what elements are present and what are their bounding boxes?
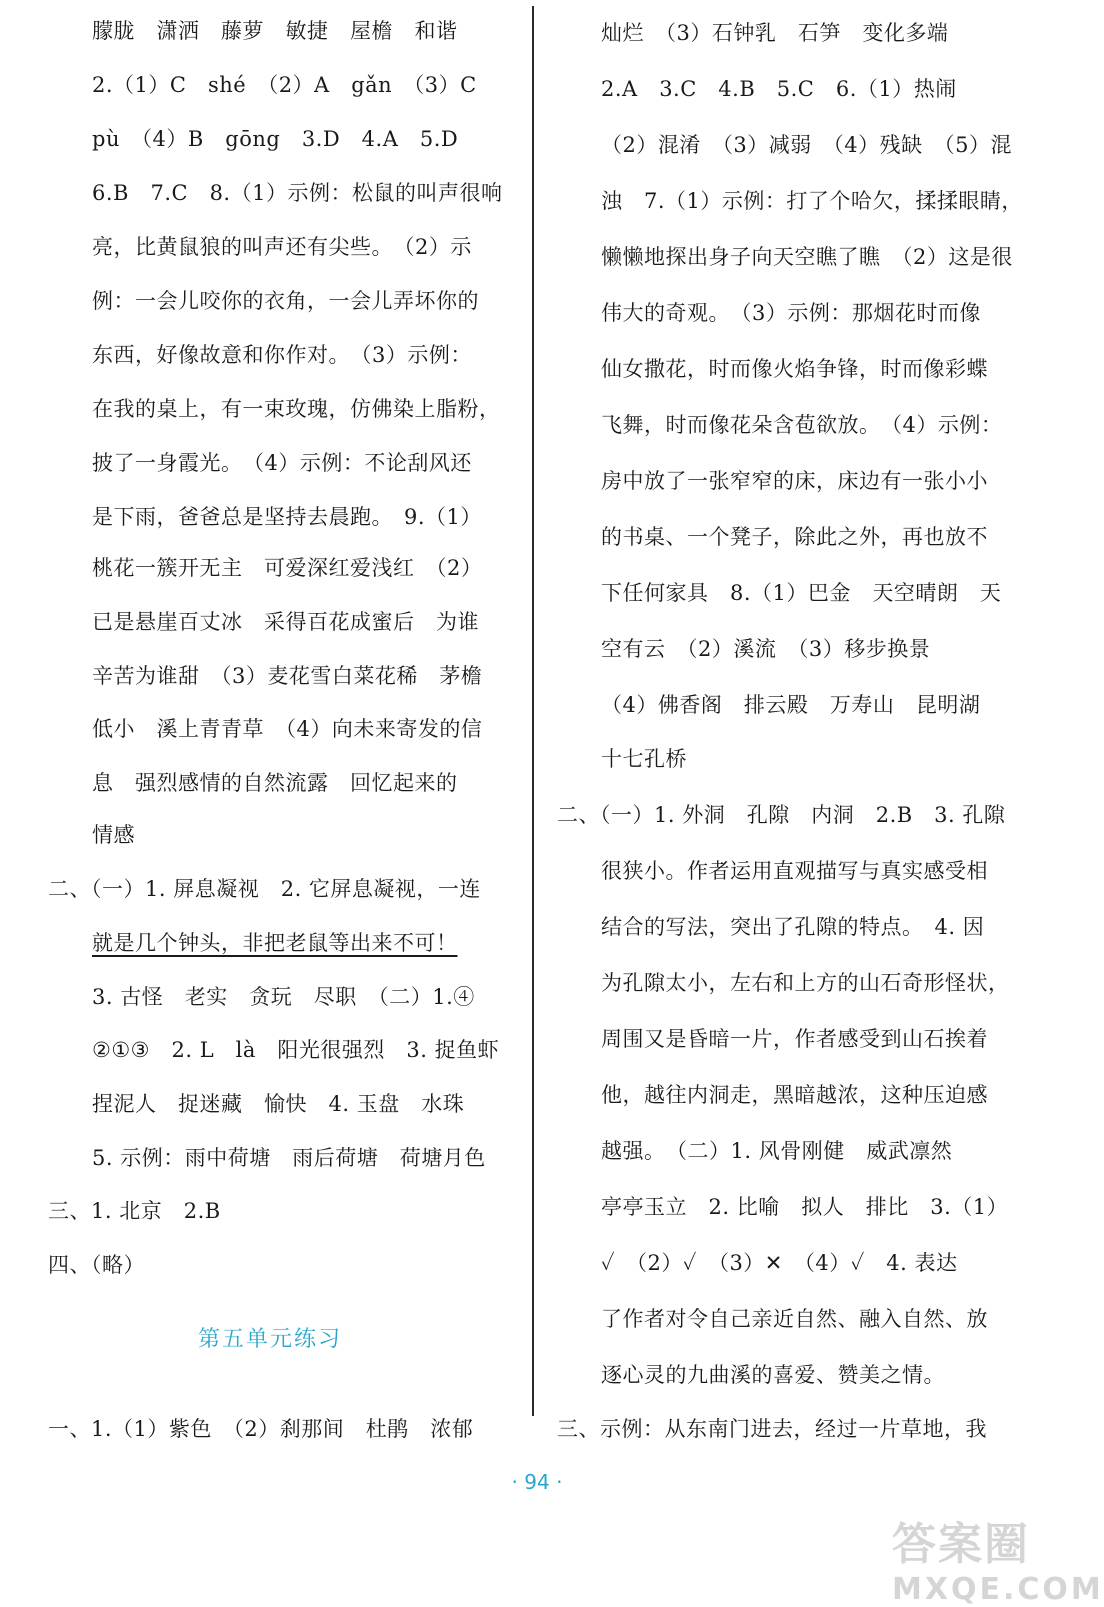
page-number: · 94 · (511, 1470, 563, 1494)
text-line: 在我的桌上，有一束玫瑰，仿佛染上脂粉， (92, 397, 501, 421)
section-title: 第五单元练习 (197, 1327, 342, 1352)
text-line: 桃花一簇开无主 可爱深红爱浅红 （2） (92, 556, 483, 580)
text-line: 例：一会儿咬你的衣角，一会儿弄坏你的 (92, 289, 479, 313)
text-line: 2.A 3.C 4.B 5.C 6.（1）热闹 (601, 77, 957, 101)
text-line: 一、1.（1）紫色 （2）刹那间 杜鹃 浓郁 (48, 1417, 474, 1441)
column-divider (532, 6, 534, 1416)
text-line: 已是悬崖百丈冰 采得百花成蜜后 为谁 (92, 610, 479, 634)
text-line: 结合的写法，突出了孔隙的特点。 4. 因 (601, 915, 985, 939)
text-line: 伟大的奇观。 （3）示例：那烟花时而像 (601, 301, 981, 325)
text-line: 灿烂 （3）石钟乳 石笋 变化多端 (601, 21, 949, 45)
text-line: 二、（一）1. 屏息凝视 2. 它屏息凝视，一连 (48, 877, 481, 901)
text-line: 很狭小。作者运用直观描写与真实感受相 (601, 859, 988, 883)
text-line: 越强。 （二）1. 风骨刚健 威武凛然 (601, 1139, 953, 1163)
text-line: 息 强烈感情的自然流露 回忆起来的 (92, 771, 458, 795)
text-line: 2.（1）C shé （2）A gǎn （3）C (92, 73, 477, 97)
text-line: 是下雨，爸爸总是坚持去晨跑。 9.（1） (92, 505, 482, 529)
text-line: 东西，好像故意和你作对。 （3）示例： (92, 343, 472, 367)
text-line: 十七孔桥 (601, 747, 687, 771)
text-line: 仙女撒花，时而像火焰争锋，时而像彩蝶 (601, 357, 988, 381)
text-line: 的书桌、一个凳子，除此之外，再也放不 (601, 525, 988, 549)
text-line: ②①③ 2. L là 阳光很强烈 3. 捉鱼虾 (92, 1038, 500, 1062)
text-line: 他，越往内洞走，黑暗越浓，这种压迫感 (601, 1083, 988, 1107)
watermark-logo (892, 1508, 1104, 1607)
text-line: 了作者对令自己亲近自然、融入自然、放 (601, 1307, 988, 1331)
text-line: ✓ （2）✓ （3）✕ （4）✓ 4. 表达 (601, 1251, 958, 1275)
text-line: 辛苦为谁甜 （3）麦花雪白菜花稀 茅檐 (92, 664, 483, 688)
text-line: 披了一身霞光。 （4）示例：不论刮风还 (92, 451, 472, 475)
text-line: （4）佛香阁 排云殿 万寿山 昆明湖 (601, 693, 981, 717)
text-line: 懒懒地探出身子向天空瞧了瞧 （2）这是很 (601, 245, 1013, 269)
text-line: pù （4）B gōng 3.D 4.A 5.D (92, 127, 459, 151)
text-line: 三、示例：从东南门进去，经过一片草地，我 (557, 1417, 987, 1441)
text-line: 6.B 7.C 8.（1）示例：松鼠的叫声很响 (92, 181, 503, 205)
text-line: 三、1. 北京 2.B (48, 1199, 221, 1223)
text-line: 5. 示例：雨中荷塘 雨后荷塘 荷塘月色 (92, 1146, 486, 1170)
watermark-top: 答案圈 (892, 1519, 1030, 1570)
text-line: 为孔隙太小，左右和上方的山石奇形怪状， (601, 971, 1010, 995)
text-line: 房中放了一张窄窄的床，床边有一张小小 (601, 469, 988, 493)
text-line: 飞舞，时而像花朵含苞欲放。 （4）示例： (601, 413, 1003, 437)
underlined-answer-line: 就是几个钟头，非把老鼠等出来不可！ (92, 931, 458, 955)
text-line: 捏泥人 捉迷藏 愉快 4. 玉盘 水珠 (92, 1092, 465, 1116)
text-line: 空有云 （2）溪流 （3）移步换景 (601, 637, 931, 661)
text-line: 朦胧 潇洒 藤萝 敏捷 屋檐 和谐 (92, 19, 458, 43)
text-line: 二、（一）1. 外洞 孔隙 内洞 2.B 3. 孔隙 (557, 803, 1006, 827)
text-line: 亮，比黄鼠狼的叫声还有尖些。 （2）示 (92, 235, 472, 259)
watermark-url: MXQE.COM (892, 1572, 1104, 1607)
text-line: 周围又是昏暗一片，作者感受到山石挨着 (601, 1027, 988, 1051)
text-line: 亭亭玉立 2. 比喻 拟人 排比 3.（1） (601, 1195, 1009, 1219)
text-line: 逐心灵的九曲溪的喜爱、赞美之情。 (601, 1363, 945, 1387)
text-line: 四、（略） (48, 1253, 145, 1277)
text-line: 下任何家具 8.（1）巴金 天空晴朗 天 (601, 581, 1002, 605)
text-line: （2）混淆 （3）减弱 （4）残缺 （5）混 (601, 133, 1012, 157)
text-line: 低小 溪上青青草 （4）向未来寄发的信 (92, 717, 483, 741)
text-line: 浊 7.（1）示例：打了个哈欠，揉揉眼睛， (601, 189, 1023, 213)
text-line: 情感 (92, 823, 135, 847)
text-line: 3. 古怪 老实 贪玩 尽职 （二）1.④ (92, 985, 475, 1009)
